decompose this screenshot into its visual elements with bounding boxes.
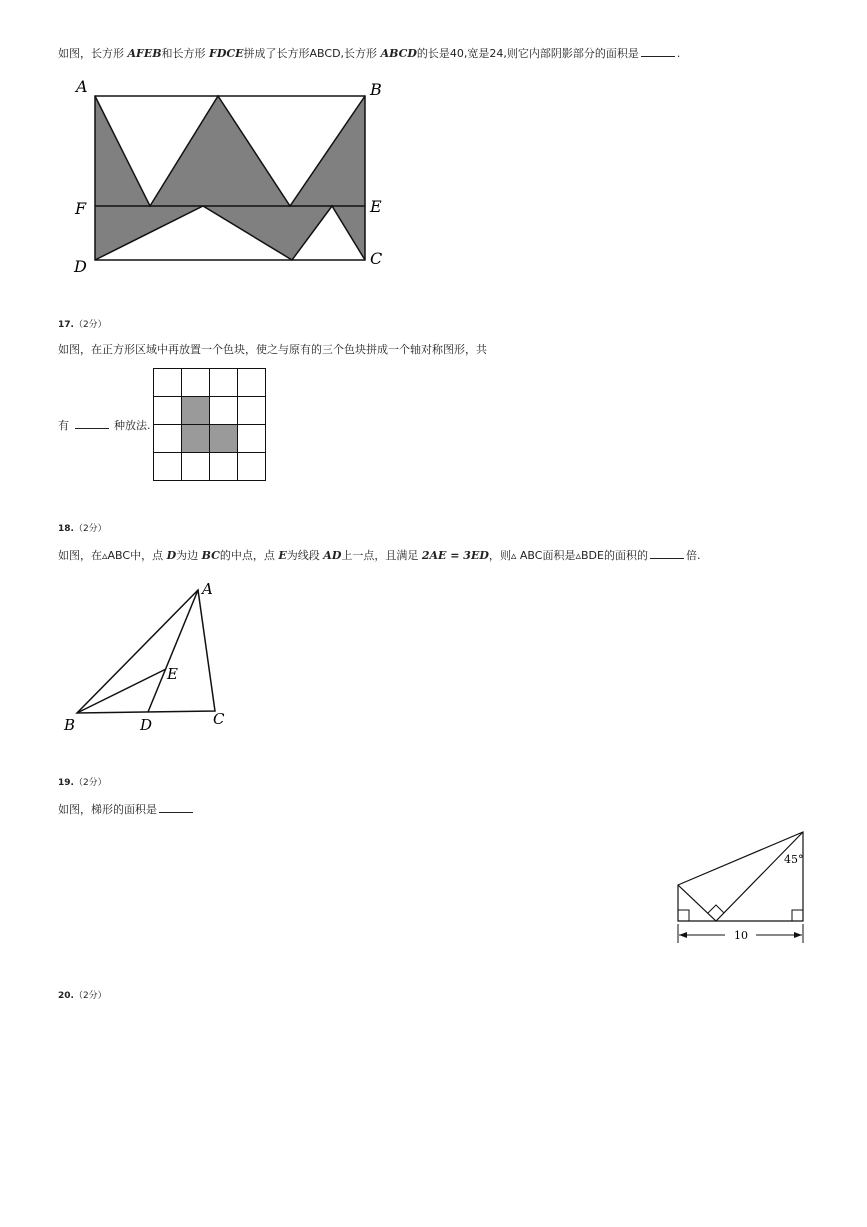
- q18-figure: [60, 575, 250, 740]
- q18-label-d: D: [140, 716, 153, 734]
- q17-line1: 如图，在正方形区域中再放置一个色块，使之与原有的三个色块拼成一个轴对称图形，共: [58, 343, 487, 356]
- q17-grid-cell-shaded[interactable]: [210, 425, 238, 453]
- q16-label-d: D: [74, 257, 87, 276]
- q17-grid-row: [154, 453, 266, 481]
- q17-grid-cell[interactable]: [238, 369, 266, 397]
- q17-grid-cell[interactable]: [210, 397, 238, 425]
- q18-label-c: C: [213, 710, 225, 728]
- q17-grid-cell-shaded[interactable]: [182, 425, 210, 453]
- q19-angle-label: 45°: [784, 853, 804, 866]
- q18-line-be: [77, 669, 166, 713]
- q19-right-angle-right: [792, 910, 803, 921]
- q17-line2-b: 种放法.: [114, 419, 151, 432]
- q16-text-c: 拼成了长方形ABCD,长方形: [243, 47, 381, 60]
- q17-grid-cell[interactable]: [238, 453, 266, 481]
- q19-text: [58, 802, 195, 817]
- q18-text-b: 为边: [176, 549, 202, 562]
- q17-answer-blank[interactable]: [75, 418, 109, 429]
- q17-grid-cell[interactable]: [154, 453, 182, 481]
- q17-grid-cell[interactable]: [182, 369, 210, 397]
- q18-math-ratio: 2AE = 3ED: [421, 549, 489, 562]
- q17-grid-cell[interactable]: [238, 425, 266, 453]
- q16-text-e: .: [676, 47, 681, 60]
- q17-line2-a: 有: [58, 419, 69, 432]
- q20-number: [58, 988, 107, 1001]
- q19-arrow-right: [794, 932, 802, 938]
- q17-grid-row: [154, 369, 266, 397]
- q17-grid-cell[interactable]: [182, 453, 210, 481]
- q16-math-afeb: AFEB: [127, 47, 162, 60]
- q16-answer-blank[interactable]: [641, 46, 675, 57]
- q17-line2: [58, 418, 151, 433]
- q18-text: [58, 548, 700, 563]
- q19-right-angle-left: [678, 910, 689, 921]
- q18-math-e: E: [278, 549, 287, 562]
- q19-length-label: 10: [734, 929, 748, 942]
- q16-label-a: A: [76, 77, 88, 96]
- q16-text-b: 和长方形: [161, 47, 210, 60]
- q18-text-a: 如图，在▵ABC中，点: [58, 549, 167, 562]
- q18-number-text: 18.: [58, 524, 74, 534]
- q17-grid-cell[interactable]: [154, 369, 182, 397]
- q18-text-f: ，则▵ ABC面积是▵BDE的面积的: [488, 549, 648, 562]
- q20-points: （2分）: [73, 991, 107, 1001]
- q16-math-fdce: FDCE: [209, 47, 244, 60]
- q16-text-a: 如图，长方形: [58, 47, 128, 60]
- q20-number-text: 20.: [58, 991, 74, 1001]
- q19-answer-blank[interactable]: [159, 802, 193, 813]
- q18-text-e: 上一点，且满足: [341, 549, 422, 562]
- q16-label-f: F: [75, 199, 87, 218]
- q16-shade-middle: [150, 96, 290, 206]
- q19-trapezoid: [678, 832, 803, 921]
- q18-text-d: 为线段: [286, 549, 324, 562]
- q19-right-angle-middle: [708, 905, 724, 913]
- q18-text-c: 的中点，点: [219, 549, 279, 562]
- q18-math-bc: BC: [201, 549, 220, 562]
- q16-label-c: C: [370, 249, 383, 268]
- q19-text-main: 如图，梯形的面积是: [58, 803, 157, 816]
- q19-figure: [670, 825, 815, 950]
- q17-grid-row: [154, 397, 266, 425]
- q17-grid-row: [154, 425, 266, 453]
- q17-points: （2分）: [73, 320, 107, 330]
- q18-math-ad: AD: [323, 549, 342, 562]
- q18-text-g: 倍.: [685, 549, 701, 562]
- q19-number-text: 19.: [58, 778, 74, 788]
- q18-number: [58, 521, 107, 534]
- q19-number: [58, 775, 107, 788]
- q17-grid-table: [153, 368, 266, 481]
- q17-grid-cell[interactable]: [238, 397, 266, 425]
- q18-label-e: E: [167, 665, 178, 683]
- q17-grid-cell[interactable]: [210, 369, 238, 397]
- q16-math-abcd: ABCD: [380, 47, 417, 60]
- q17-number: [58, 317, 107, 330]
- q19-points: （2分）: [73, 778, 107, 788]
- q18-points: （2分）: [73, 524, 107, 534]
- q17-grid-cell[interactable]: [154, 397, 182, 425]
- q17-grid: [153, 368, 266, 481]
- q18-label-b: B: [64, 716, 76, 734]
- q18-triangle-abc: [77, 590, 215, 713]
- q17-grid-cell-shaded[interactable]: [182, 397, 210, 425]
- q19-arrow-left: [679, 932, 687, 938]
- q16-figure: [60, 75, 400, 275]
- q18-math-d: D: [166, 549, 177, 562]
- q16-text-d: 的长是40,宽是24,则它内部阴影部分的面积是: [416, 47, 639, 60]
- q16-label-b: B: [370, 80, 382, 99]
- q17-grid-cell[interactable]: [154, 425, 182, 453]
- q16-text: [58, 46, 680, 61]
- q18-label-a: A: [202, 580, 213, 598]
- q17-grid-cell[interactable]: [210, 453, 238, 481]
- q16-label-e: E: [370, 197, 382, 216]
- q18-line-ad: [148, 590, 198, 712]
- q18-answer-blank[interactable]: [650, 548, 684, 559]
- q17-number-text: 17.: [58, 320, 74, 330]
